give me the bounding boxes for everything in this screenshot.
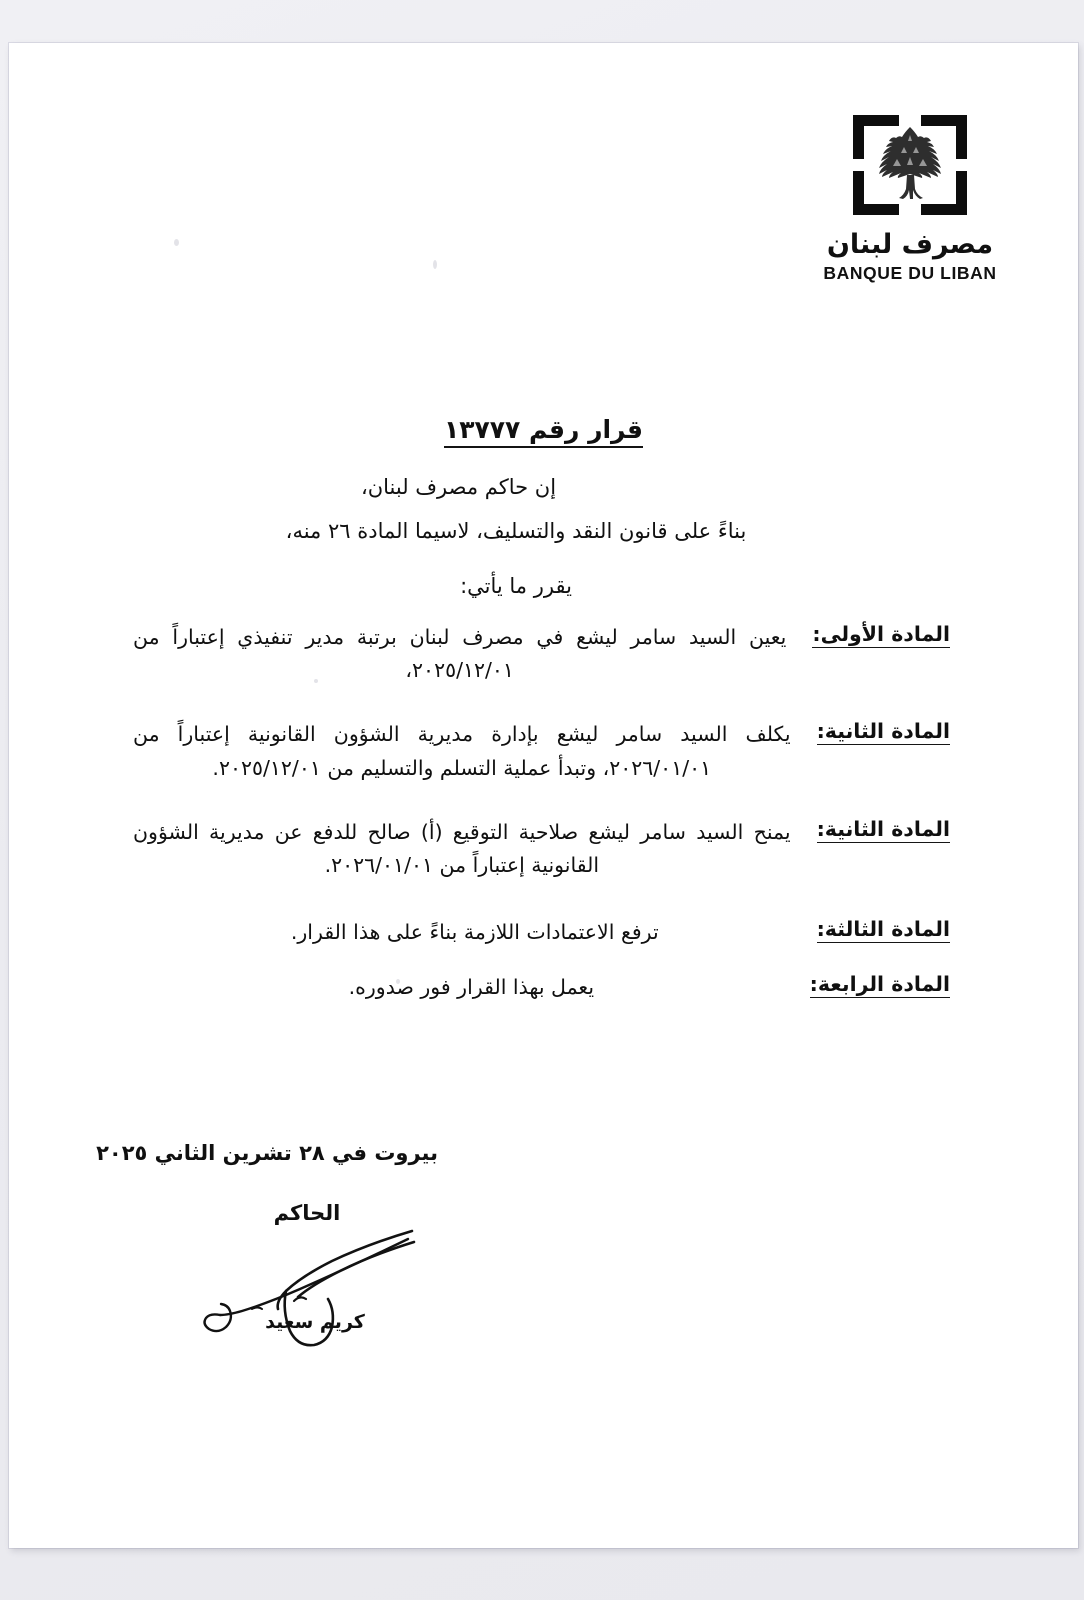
document-page [9, 43, 1078, 1548]
preamble [9, 473, 1078, 616]
preamble-line-1: إن حاكم مصرف لبنان، [360, 475, 557, 499]
article-label-text: المادة الثانية: [816, 719, 950, 744]
article-body: يعين السيد سامر ليشع في مصرف لبنان برتبة مدير تنفيذي إعتباراً من ٢٠٢٥/١٢/٠١، [133, 625, 787, 683]
article-label [810, 971, 950, 998]
article-row [9, 916, 1078, 949]
decision-title-row [9, 415, 1078, 448]
article-row [9, 621, 1078, 687]
signatory-name: كريم سعيد [265, 1311, 365, 1333]
article-row [9, 971, 1078, 1004]
place-and-date: بيروت في ٢٨ تشرين الثاني ٢٠٢٥ [96, 1141, 438, 1165]
article-row [9, 718, 1078, 784]
bank-name-arabic: مصرف لبنان [826, 229, 994, 260]
bank-name-french: BANQUE DU LIBAN [823, 263, 997, 283]
page-title: قرار رقم ١٣٧٧٧ [444, 415, 643, 448]
article-row [9, 816, 1078, 882]
articles-list [9, 621, 1078, 1021]
article-body: ترفع الاعتمادات اللازمة بناءً على هذا القرار. [290, 920, 659, 945]
document-body [9, 43, 1078, 1548]
article-label-text: المادة الثالثة: [816, 917, 950, 942]
article-body: يمنح السيد سامر ليشع صلاحية التوقيع (أ) صالح للدفع عن مديرية الشؤون القانونية إعتباراً من ٢٠٢٦/٠١/٠١. [133, 819, 791, 878]
article-label-text: المادة الثانية: [816, 816, 950, 841]
article-label [817, 816, 950, 843]
article-label-text: المادة الرابعة: [809, 972, 950, 997]
signature-block [190, 1201, 450, 1333]
article-body: يعمل بهذا القرار فور صدوره. [348, 975, 595, 1000]
article-label [817, 718, 950, 745]
signatory-title: الحاكم [273, 1201, 341, 1225]
article-label [812, 621, 950, 648]
article-label-text: المادة الأولى: [812, 622, 950, 646]
preamble-line-2: بناءً على قانون النقد والتسليف، لاسيما المادة ٢٦ منه، [285, 519, 747, 544]
article-body: يكلف السيد سامر ليشع بإدارة مديرية الشؤون القانونية إعتباراً من ٢٠٢٦/٠١/٠١، وتبدأ عملية التسلم والتسليم من ٢٠٢٥/١٢/٠١. [133, 722, 791, 780]
preamble-line-3: يقرر ما يأتي: [460, 573, 572, 598]
article-label [817, 916, 950, 943]
